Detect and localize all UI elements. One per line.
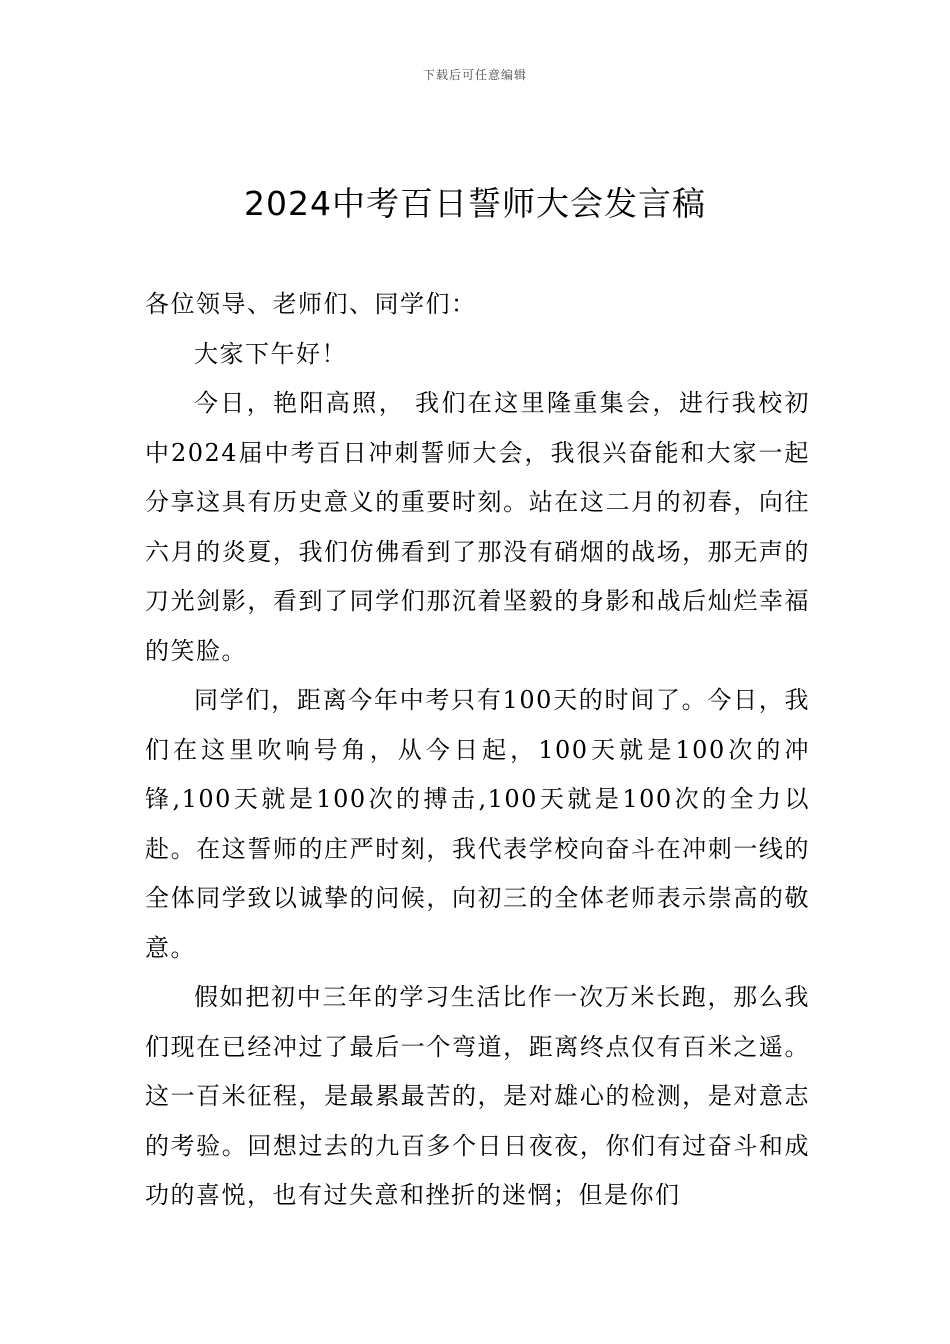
paragraph-marathon: 假如把初中三年的学习生活比作一次万米长跑，那么我们现在已经冲过了最后一个弯道，距离终点仅有百米之遥。这一百米征程，是最累最苦的，是对雄心的检测，是对意志的考验。回想过去的九百多个日日夜夜，你们有过奋斗和成功的喜悦，也有过失意和挫折的迷惘；但是你们: [145, 983, 810, 1209]
document-title: 2024中考百日誓师大会发言稿: [244, 184, 706, 223]
paragraph-greeting: 大家下午好！: [194, 339, 347, 368]
paragraph-opening: 今日，艳阳高照， 我们在这里隆重集会，进行我校初中2024届中考百日冲刺誓师大会，我很兴奋能和大家一起分享这具有历史意义的重要时刻。站在这二月的初春，向往六月的炎夏，我们仿佛看到了那没有硝烟的战场，那无声的刀光剑影，看到了同学们那沉着坚毅的身影和战后灿烂幸福的笑脸。: [145, 389, 810, 665]
document-body: [145, 280, 810, 1221]
header-note: 下载后可任意编辑: [422, 68, 527, 82]
paragraph-countdown: 同学们，距离今年中考只有100天的时间了。今日，我们在这里吹响号角，从今日起，100天就是100次的冲锋,100天就是100次的搏击,100天就是100次的全力以赴。在这誓师的庄严时刻，我代表学校向奋斗在冲刺一线的全体同学致以诚挚的问候，向初三的全体老师表示崇高的敬意。: [145, 686, 810, 962]
salutation: 各位领导、老师们、同学们：: [145, 290, 477, 318]
